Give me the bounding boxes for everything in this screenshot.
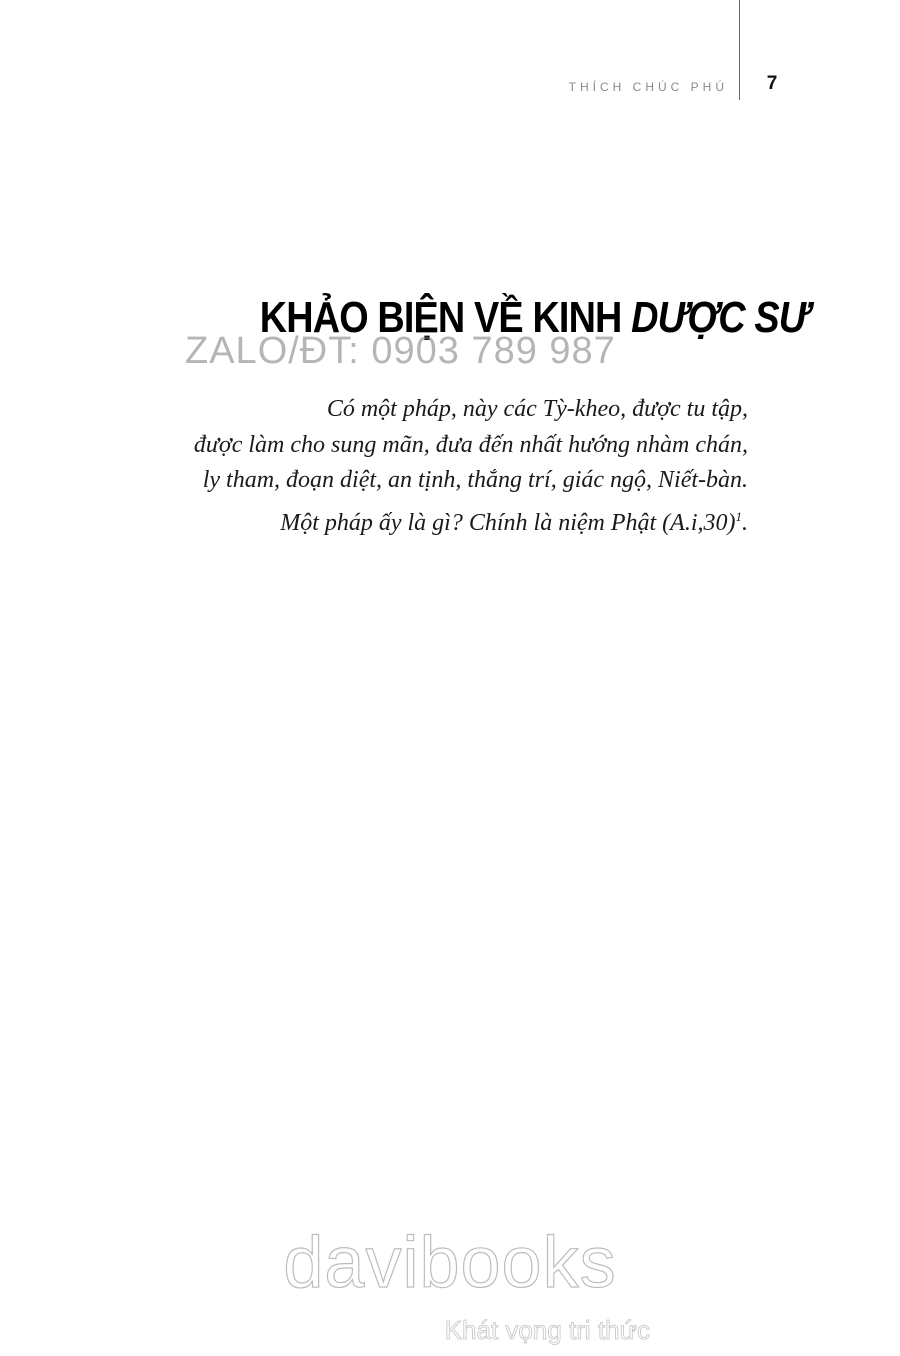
chapter-title-regular: KHẢO BIỆN VỀ KINH xyxy=(259,293,632,342)
epigraph-line: được làm cho sung mãn, đưa đến nhất hướng nhàm chán, xyxy=(193,431,748,458)
header-vertical-rule xyxy=(739,0,740,100)
footnote-reference: 1 xyxy=(735,508,742,524)
epigraph xyxy=(90,392,748,541)
brand-watermark-name: davibooks xyxy=(283,1223,617,1303)
epigraph-last-line-end: . xyxy=(742,509,748,536)
running-head: THÍCH CHÚC PHÚ xyxy=(568,80,728,94)
epigraph-line: Có một pháp, này các Tỳ-kheo, được tu tập, xyxy=(326,396,748,422)
contact-watermark: ZALO/ĐT: 0903 789 987 xyxy=(185,330,616,372)
epigraph-line: ly tham, đoạn diệt, an tịnh, thắng trí, giác ngộ, Niết-bàn. xyxy=(202,467,748,493)
epigraph-last-line-text: Một pháp ấy là gì? Chính là niệm Phật (A.i,30) xyxy=(280,509,736,536)
page-number: 7 xyxy=(766,73,778,94)
brand-watermark-tagline: Khát vọng tri thức xyxy=(444,1315,650,1345)
chapter-title-italic: DƯỢC SƯ xyxy=(631,293,809,342)
epigraph-last-line xyxy=(90,499,748,542)
